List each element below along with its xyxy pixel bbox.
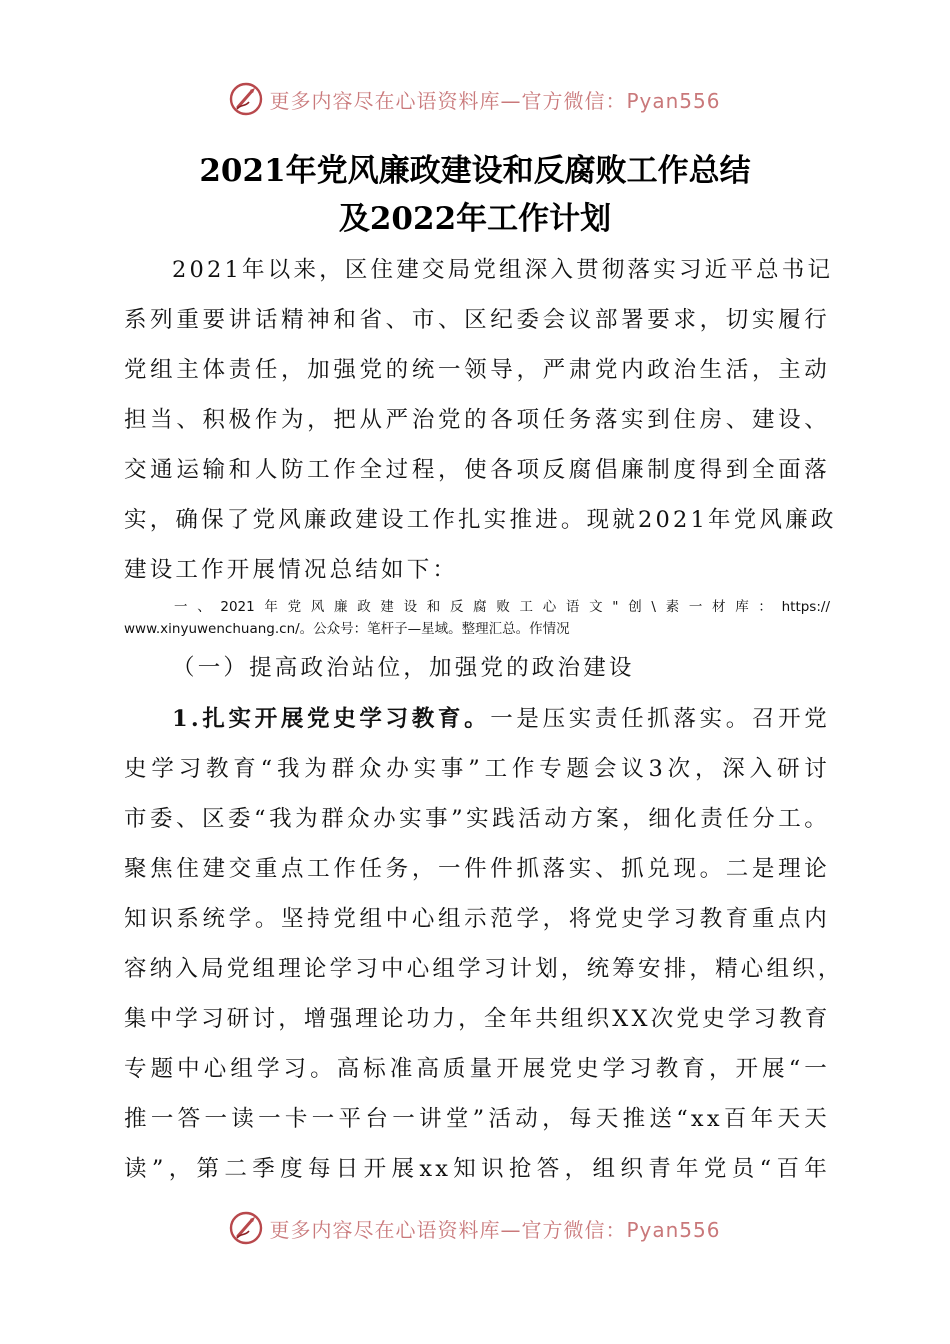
item1-line-4: 聚焦住建交重点工作任务，一件件抓落实、抓兑现。二是理论: [124, 856, 830, 882]
item1-line-8: 专题中心组学习。高标准高质量开展党史学习教育，开展“一: [124, 1056, 830, 1082]
item1-line-10: 读”，第二季度每日开展xx知识抢答，组织青年党员“百年: [124, 1156, 830, 1182]
item1-line-3: 市委、区委“我为群众办实事”实践活动方案，细化责任分工。: [124, 806, 830, 832]
intro-line-2: 系列重要讲话精神和省、市、区纪委会议部署要求，切实履行: [124, 307, 830, 333]
pen-circle-logo-icon: [229, 82, 263, 116]
intro-line-6: 实，确保了党风廉政建设工作扎实推进。现就2021年党风廉政: [124, 507, 837, 533]
intro-line-7: 建设工作开展情况总结如下：: [124, 557, 459, 583]
subsection-heading: （一）提高政治站位，加强党的政治建设: [172, 655, 635, 681]
intro-line-3: 党组主体责任，加强党的统一领导，严肃党内政治生活，主动: [124, 357, 830, 383]
item1-line-6: 容纳入局党组理论学习中心组学习计划，统筹安排，精心组织，: [124, 956, 844, 982]
item1-line-1: [172, 701, 830, 737]
watermark-footer: [0, 1211, 950, 1245]
item1-line-5: 知识系统学。坚持党组中心组示范学，将党史学习教育重点内: [124, 906, 830, 932]
item1-lead-rest: 一是压实责任抓落实。召开党: [490, 706, 830, 732]
watermark-header: [0, 82, 950, 116]
document-title-line-2: 及2022年工作计划: [338, 201, 612, 237]
item1-line-7: 集中学习研讨，增强理论功力，全年共组织XX次党史学习教育: [124, 1006, 831, 1032]
item1-bold-lead: 1.扎实开展党史学习教育。: [172, 706, 491, 732]
document-title-line-1: 2021年党风廉政建设和反腐败工作总结: [199, 153, 751, 189]
pen-circle-logo-icon: [229, 1211, 263, 1245]
watermark-text: 更多内容尽在心语资料库—官方微信：Pyan556: [269, 88, 721, 113]
intro-line-5: 交通运输和人防工作全过程，使各项反腐倡廉制度得到全面落: [124, 457, 830, 483]
item1-line-2: 史学习教育“我为群众办实事”工作专题会议3次，深入研讨: [124, 756, 830, 782]
section-heading-line-2: www.xinyuwenchuang.cn/。公众号：笔杆子—星域。整理汇总。作情况: [124, 621, 570, 637]
intro-line-4: 担当、积极作为，把从严治党的各项任务落实到住房、建设、: [124, 407, 830, 433]
watermark-text: 更多内容尽在心语资料库—官方微信：Pyan556: [269, 1217, 721, 1242]
section-heading-line-1: 一、2021年党风廉政建设和反腐败工心语文"创\素一材库：https://: [174, 599, 830, 615]
intro-line-1: 2021年以来，区住建交局党组深入贯彻落实习近平总书记: [172, 257, 834, 283]
item1-line-9: 推一答一读一卡一平台一讲堂”活动，每天推送“xx百年天天: [124, 1106, 830, 1132]
